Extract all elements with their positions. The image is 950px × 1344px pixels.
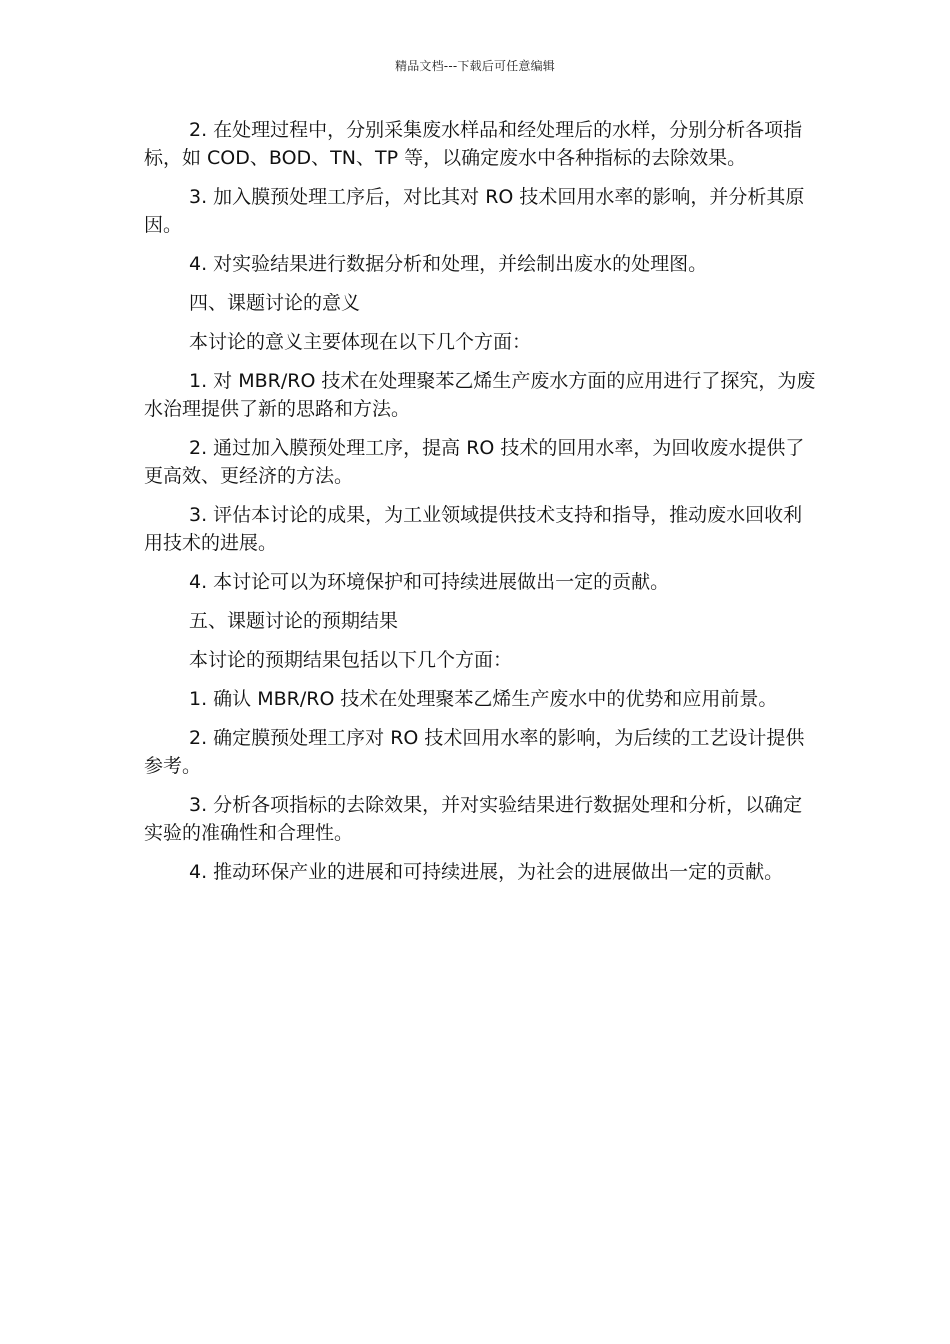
paragraph-expected-3: 3. 分析各项指标的去除效果，并对实验结果进行数据处理和分析，以确定实验的准确性和合理性。 [144, 794, 803, 844]
paragraph-significance-3: 3. 评估本讨论的成果，为工业领域提供技术支持和指导，推动废水回收利用技术的进展。 [144, 504, 803, 554]
page-header: 精品文档---下载后可任意编辑 [395, 59, 555, 73]
paragraph-significance-1: 1. 对 MBR/RO 技术在处理聚苯乙烯生产废水方面的应用进行了探究，为废水治理提供了新的思路和方法。 [144, 370, 816, 420]
paragraph-significance-intro: 本讨论的意义主要体现在以下几个方面： [189, 331, 532, 353]
paragraph-significance-4: 4. 本讨论可以为环境保护和可持续进展做出一定的贡献。 [189, 571, 670, 593]
paragraph-expected-2: 2. 确定膜预处理工序对 RO 技术回用水率的影响，为后续的工艺设计提供参考。 [144, 727, 805, 777]
paragraph-expected-intro: 本讨论的预期结果包括以下几个方面： [189, 649, 513, 671]
paragraph-ro-comparison: 3. 加入膜预处理工序后，对比其对 RO 技术回用水率的影响，并分析其原因。 [144, 186, 805, 236]
paragraph-sampling: 2. 在处理过程中，分别采集废水样品和经处理后的水样，分别分析各项指标，如 COD、BOD、TN、TP 等，以确定废水中各种指标的去除效果。 [144, 119, 803, 169]
paragraph-expected-4: 4. 推动环保产业的进展和可持续进展，为社会的进展做出一定的贡献。 [189, 861, 784, 883]
paragraph-significance-2: 2. 通过加入膜预处理工序，提高 RO 技术的回用水率，为回收废水提供了更高效、更经济的方法。 [144, 437, 805, 487]
document-body [144, 116, 818, 897]
section-heading-expected-results: 五、课题讨论的预期结果 [189, 610, 399, 632]
section-heading-significance: 四、课题讨论的意义 [189, 292, 361, 314]
paragraph-expected-1: 1. 确认 MBR/RO 技术在处理聚苯乙烯生产废水中的优势和应用前景。 [189, 688, 778, 710]
paragraph-data-analysis: 4. 对实验结果进行数据分析和处理，并绘制出废水的处理图。 [189, 253, 708, 275]
